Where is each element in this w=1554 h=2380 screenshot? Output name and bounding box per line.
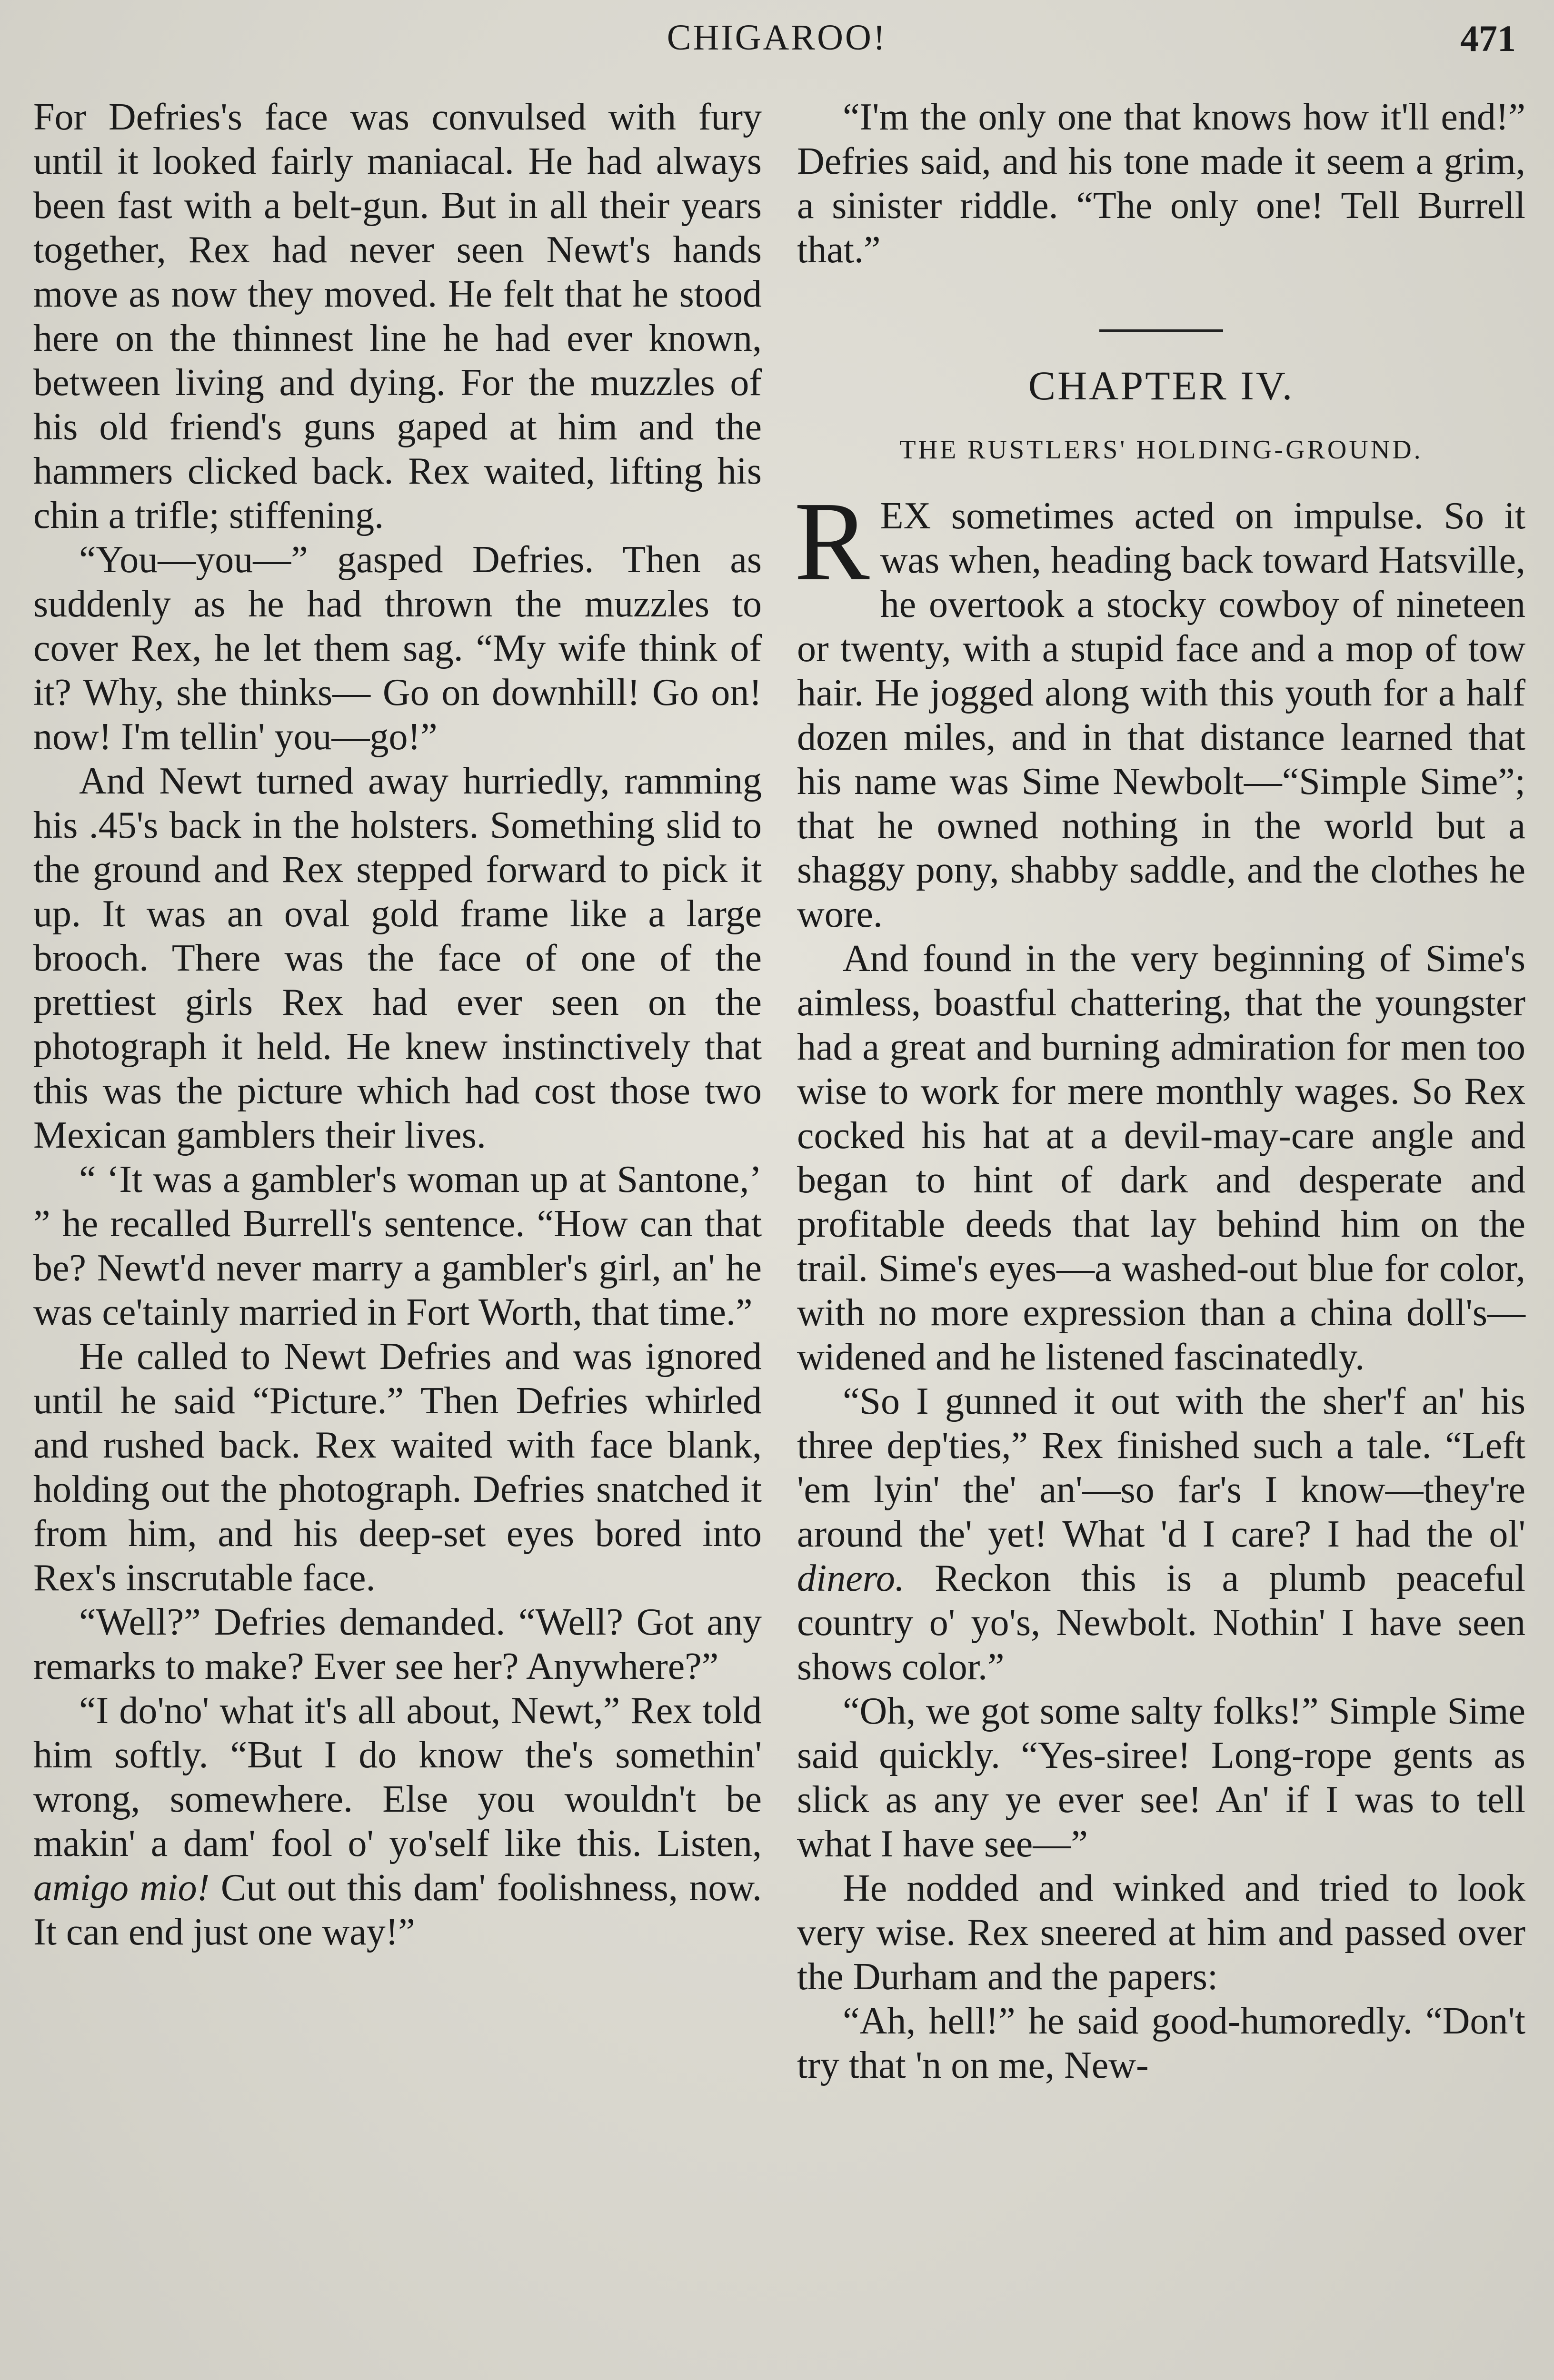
text-run: Cut out this dam' foolishness, now. It can end just one way!”: [33, 1867, 762, 1953]
paragraph: “Oh, we got some salty folks!” Simple Sime said quickly. “Yes-siree! Long-rope gents as slick as any ye ever see! An' if I was to tell what I have see—”: [797, 1690, 1525, 1865]
paragraph: “You—you—” gasped Defries. Then as suddenly as he had thrown the muzzles to cover Rex, he let them sag. “My wife think of it? Why, she thinks— Go on downhill! Go on! now! I'm tellin' you—go!”: [33, 539, 762, 758]
right-column: [794, 95, 1525, 2088]
drop-cap: R: [794, 479, 870, 604]
page-header: [0, 17, 1554, 69]
text-run: “I do'no' what it's all about, Newt,” Rex told him softly. “But I do know the's somethin' wrong, somewhere. Else you wouldn't be makin' a dam' fool o' yo'self like this. Listen,: [33, 1690, 762, 1864]
text-run: Reckon this is a plumb peaceful country o' yo's, Newbolt. Nothin' I have seen shows color.”: [797, 1557, 1525, 1688]
paragraph: [797, 1379, 1525, 1689]
paragraph: “Ah, hell!” he said good-humoredly. “Don't try that 'n on me, New-: [797, 2000, 1525, 2086]
running-title: CHIGAROO!: [667, 18, 887, 58]
paragraph: [794, 479, 1525, 937]
paragraph: And found in the very beginning of Sime's aimless, boastful chattering, that the youngster had a great and burning admiration for men too wise to work for mere monthly wages. So Rex cocked his hat at a devil-may-care angle and began to hint of dark and desperate and profitable deeds that lay behind him on the trail. Sime's eyes—a washed-out blue for color, with no more expression than a china doll's—widened and he listened fascinatedly.: [797, 938, 1525, 1378]
paragraph: And Newt turned away hurriedly, ramming his .45's back in the holsters. Something slid to the ground and Rex stepped forward to pick it up. It was an oval gold frame like a large brooch. There was the face of one of the prettiest girls Rex had ever seen on the photograph it held. He knew instinctively that this was the picture which had cost those two Mexican gamblers their lives.: [33, 760, 762, 1156]
text-run: EX sometimes acted on impulse. So it was when, heading back toward Hatsville, he overtook a stocky cowboy of nineteen or twenty, with a stupid face and a mop of tow hair. He jogged along with this youth for a half dozen miles, and in that distance learned that his name was Sime Newbolt—“Simple Sime”; that he owned nothing in the world but a shaggy pony, shabby saddle, and the clothes he wore.: [797, 495, 1525, 935]
paragraph: For Defries's face was convulsed with fury until it looked fairly maniacal. He had always been fast with a belt-gun. But in all their years together, Rex had never seen Newt's hands move as now they moved. He felt that he stood here on the thinnest line he had ever known, between living and dying. For the muzzles of his old friend's guns gaped at him and the hammers clicked back. Rex waited, lifting his chin a trifle; stiffening.: [33, 96, 762, 536]
italic-text: dinero.: [797, 1557, 905, 1599]
paragraph: “I'm the only one that knows how it'll end!” Defries said, and his tone made it seem a grim, a sinister riddle. “The only one! Tell Burrell that.”: [797, 96, 1525, 271]
paragraph: He called to Newt Defries and was ignored until he said “Picture.” Then Defries whirled and rushed back. Rex waited with face blank, holding out the photograph. Defries snatched it from him, and his deep-set eyes bored into Rex's inscrutable face.: [33, 1336, 762, 1599]
paragraph: “Well?” Defries demanded. “Well? Got any remarks to make? Ever see her? Anywhere?”: [33, 1601, 762, 1687]
chapter-subtitle: THE RUSTLERS' HOLDING-GROUND.: [899, 435, 1423, 465]
paragraph: [33, 1689, 762, 1954]
italic-text: amigo mio!: [33, 1867, 210, 1909]
section-divider: [1099, 329, 1223, 332]
text-run: “So I gunned it out with the sher'f an' his three dep'ties,” Rex finished such a tale. “Left 'em lyin' the' an'—so far's I know—they're around the' yet! What 'd I care? I had the ol': [797, 1380, 1525, 1555]
page-number: 471: [1460, 18, 1516, 59]
left-column: [33, 95, 762, 1954]
paragraph: He nodded and winked and tried to look very wise. Rex sneered at him and passed over the Durham and the papers:: [797, 1867, 1525, 1998]
paragraph: “ ‘It was a gambler's woman up at Santone,’ ” he recalled Burrell's sentence. “How can that be? Newt'd never marry a gambler's girl, an' he was ce'tainly married in Fort Worth, that time.”: [33, 1159, 762, 1333]
chapter-title: CHAPTER IV.: [1028, 363, 1295, 408]
